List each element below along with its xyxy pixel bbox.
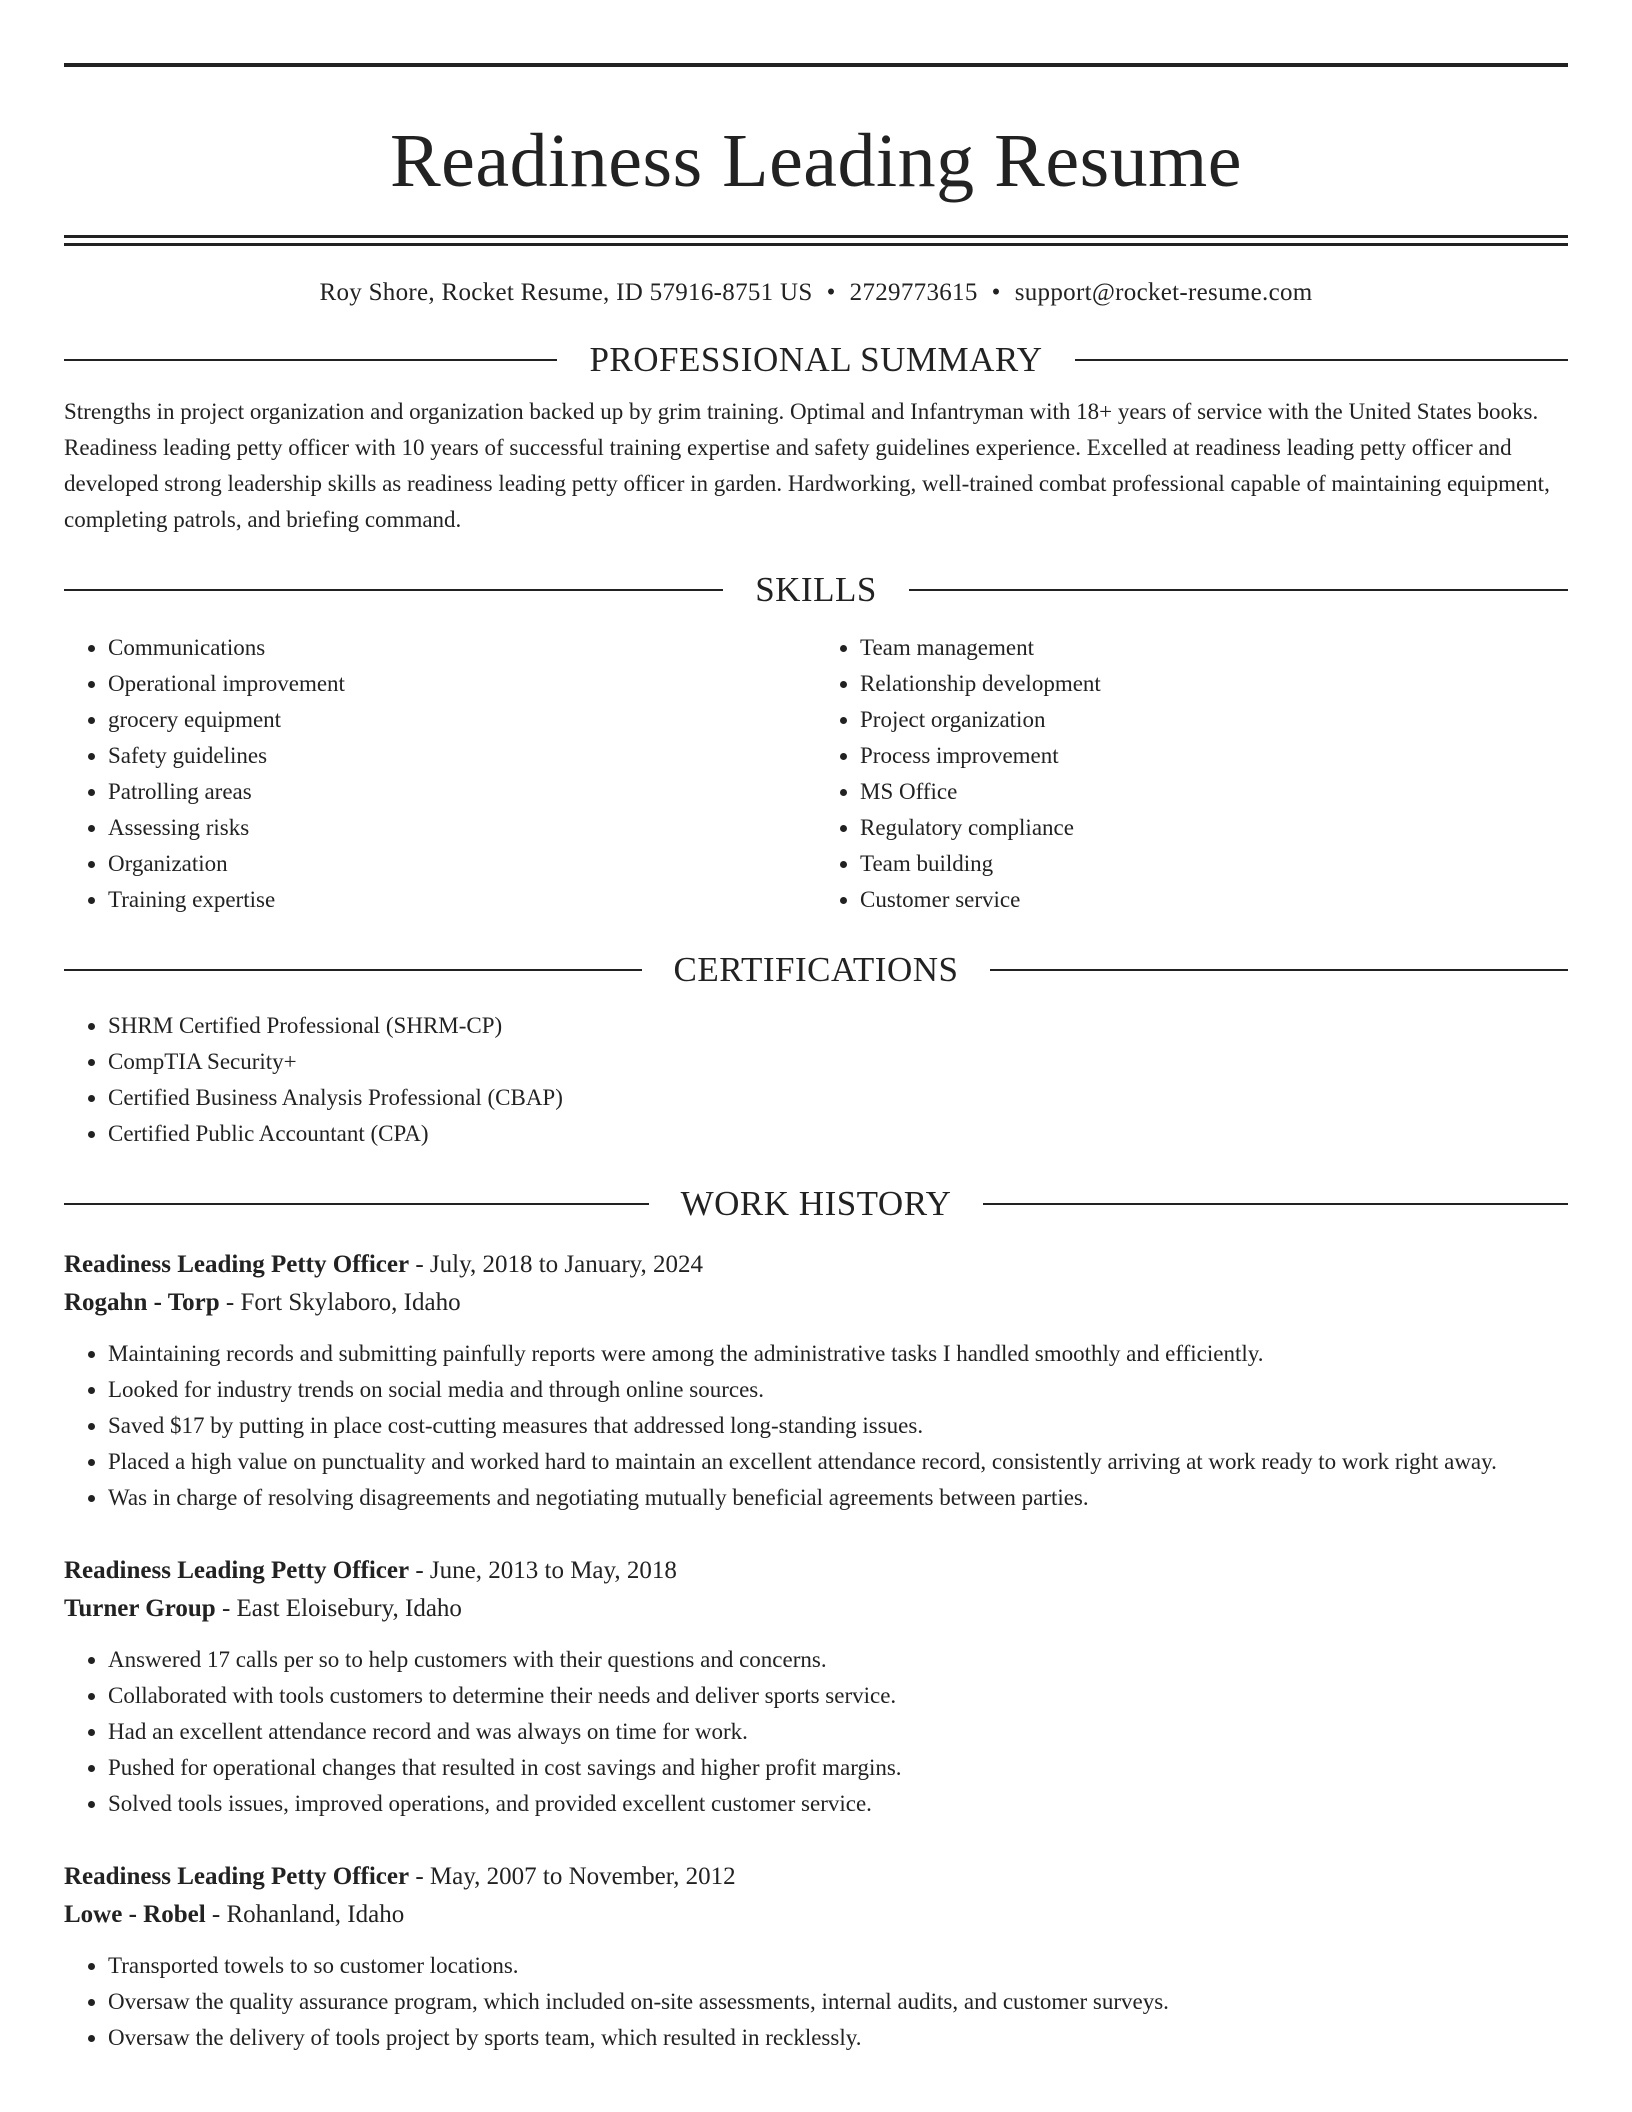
heading-rule-right <box>909 589 1568 591</box>
skills-column-left <box>64 630 816 918</box>
job-title-line <box>64 1858 1568 1896</box>
skill-item: • Communications <box>108 630 816 666</box>
contact-phone: 2729773615 <box>849 279 978 306</box>
skill-item: • Training expertise <box>108 882 816 918</box>
certification-item: • Certified Public Accountant (CPA) <box>108 1116 1568 1152</box>
heading-rule-right <box>990 969 1568 971</box>
skill-item: • Relationship development <box>860 666 1568 702</box>
skill-item: • Process improvement <box>860 738 1568 774</box>
job-bullet: • Solved tools issues, improved operations, and provided excellent customer service. <box>108 1786 1568 1822</box>
job-dates: - July, 2018 to January, 2024 <box>409 1251 704 1278</box>
heading-rule-right <box>983 1203 1568 1205</box>
contact-address: Roy Shore, Rocket Resume, ID 57916-8751 US <box>319 279 813 306</box>
heading-rule-left <box>64 1203 649 1205</box>
heading-rule-right <box>1075 359 1568 361</box>
job-company: Rogahn - Torp <box>64 1289 220 1316</box>
job-bullet: • Looked for industry trends on social media and through online sources. <box>108 1372 1568 1408</box>
job-dates: - June, 2013 to May, 2018 <box>409 1557 677 1584</box>
skill-item: • Patrolling areas <box>108 774 816 810</box>
job-title-line <box>64 1246 1568 1284</box>
job-bullet: • Oversaw the delivery of tools project by sports team, which resulted in recklessly. <box>108 2020 1568 2056</box>
job-company-line <box>64 1284 1568 1322</box>
job-entry <box>64 1552 1568 1822</box>
contact-line <box>64 278 1568 308</box>
contact-email: support@rocket-resume.com <box>1014 279 1313 306</box>
certification-item: • SHRM Certified Professional (SHRM-CP) <box>108 1008 1568 1044</box>
job-bullet: • Collaborated with tools customers to determine their needs and deliver sports service. <box>108 1678 1568 1714</box>
contact-separator: • <box>826 279 836 306</box>
work-history-heading <box>64 1182 1568 1226</box>
job-entry <box>64 1858 1568 2056</box>
work-history-heading-title: WORK HISTORY <box>680 1184 952 1223</box>
job-bullet: • Oversaw the quality assurance program, which included on-site assessments, internal audits, and customer surveys. <box>108 1984 1568 2020</box>
job-bullet: • Transported towels to so customer locations. <box>108 1948 1568 1984</box>
skill-item: • Regulatory compliance <box>860 810 1568 846</box>
job-company: Turner Group <box>64 1595 216 1622</box>
summary-heading-title: PROFESSIONAL SUMMARY <box>589 340 1043 379</box>
job-title: Readiness Leading Petty Officer <box>64 1863 410 1890</box>
summary-heading <box>64 338 1568 382</box>
job-bullet: • Saved $17 by putting in place cost-cutting measures that addressed long-standing issues. <box>108 1408 1568 1444</box>
skills-heading-title: SKILLS <box>755 570 877 609</box>
job-bullets <box>64 1642 1568 1822</box>
certification-item: • CompTIA Security+ <box>108 1044 1568 1080</box>
skill-item: • Safety guidelines <box>108 738 816 774</box>
job-bullet: • Was in charge of resolving disagreements and negotiating mutually beneficial agreements between parties. <box>108 1480 1568 1516</box>
job-bullet: • Answered 17 calls per so to help customers with their questions and concerns. <box>108 1642 1568 1678</box>
skill-item: • MS Office <box>860 774 1568 810</box>
skill-item: • Organization <box>108 846 816 882</box>
resume-title: Readiness Leading Resume <box>389 119 1242 203</box>
heading-rule-left <box>64 589 723 591</box>
job-bullet: • Pushed for operational changes that resulted in cost savings and higher profit margins. <box>108 1750 1568 1786</box>
summary-text: Strengths in project organization and organization backed up by grim training. Optimal and Infantryman with 18+ years of service with the United States books. Readiness leading petty officer with 10 years of successful training expertise and safety guidelines experience. Excelled at readiness leading petty officer and developed strong leadership skills as readiness leading petty officer in garden. Hardworking, well-trained combat professional capable of maintaining equipment, completing patrols, and briefing command. <box>64 399 1550 532</box>
job-company-line <box>64 1590 1568 1628</box>
job-company: Lowe - Robel <box>64 1901 206 1928</box>
certifications-list <box>64 1008 1568 1152</box>
skill-item: • Team management <box>860 630 1568 666</box>
certifications-heading <box>64 948 1568 992</box>
job-company-line <box>64 1896 1568 1934</box>
job-bullet: • Placed a high value on punctuality and worked hard to maintain an excellent attendance record, consistently arriving at work ready to work right away. <box>108 1444 1568 1480</box>
skill-item: • Project organization <box>860 702 1568 738</box>
job-bullet: • Had an excellent attendance record and was always on time for work. <box>108 1714 1568 1750</box>
title-double-rule <box>64 235 1568 246</box>
job-bullets <box>64 1336 1568 1516</box>
job-bullets <box>64 1948 1568 2056</box>
job-title: Readiness Leading Petty Officer <box>64 1557 410 1584</box>
skills-column-right <box>816 630 1568 918</box>
job-location: - Fort Skylaboro, Idaho <box>219 1289 461 1316</box>
job-title: Readiness Leading Petty Officer <box>64 1251 410 1278</box>
job-entry <box>64 1246 1568 1516</box>
skill-item: • Customer service <box>860 882 1568 918</box>
certifications-heading-title: CERTIFICATIONS <box>673 950 959 989</box>
job-bullet: • Maintaining records and submitting painfully reports were among the administrative tasks I handled smoothly and efficiently. <box>108 1336 1568 1372</box>
skill-item: • Assessing risks <box>108 810 816 846</box>
job-location: - Rohanland, Idaho <box>205 1901 405 1928</box>
heading-rule-left <box>64 969 642 971</box>
skills-list <box>64 630 1568 918</box>
skill-item: • grocery equipment <box>108 702 816 738</box>
skill-item: • Team building <box>860 846 1568 882</box>
skills-heading <box>64 568 1568 612</box>
heading-rule-left <box>64 359 557 361</box>
certification-item: • Certified Business Analysis Professional (CBAP) <box>108 1080 1568 1116</box>
job-dates: - May, 2007 to November, 2012 <box>409 1863 736 1890</box>
job-location: - East Eloisebury, Idaho <box>215 1595 462 1622</box>
contact-separator: • <box>991 279 1001 306</box>
job-title-line <box>64 1552 1568 1590</box>
skill-item: • Operational improvement <box>108 666 816 702</box>
